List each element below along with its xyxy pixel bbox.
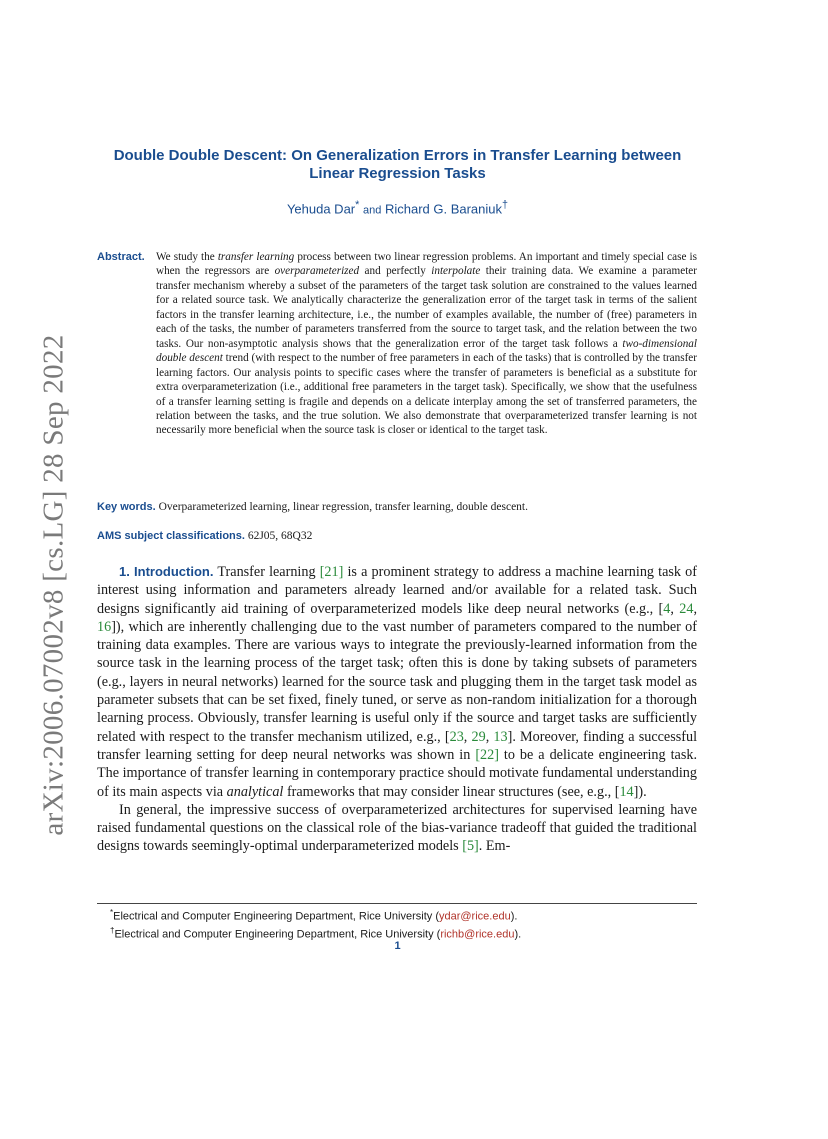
arxiv-identifier: arXiv:2006.07002v8 [cs.LG] 28 Sep 2022 xyxy=(37,334,70,836)
keywords xyxy=(97,501,697,513)
citation-link[interactable]: 4 xyxy=(663,600,671,617)
author-name: Richard G. Baraniuk xyxy=(384,201,503,217)
abstract-text: We study the transfer learning process between two linear regression problems. An important and timely special case is when the regressors are overparameterized and perfectly interpolate their training data. We examine a parameter transfer mechanism whereby a subset of the parameters of the target task solution are constrained to the values learned for a related source task. We analytically characterize the generalization error of the target task in terms of the salient factors in the transfer learning architecture, i.e., the number of examples available, the number of (free) parameters in each of the tasks, the number of parameters transferred from the source to target task, and the relation between the two tasks. Our non-asymptotic analysis shows that the generalization error of the target task follows a two-dimensional double descent trend (with respect to the number of free parameters in each of the tasks) that is controlled by the transfer learning factors. Our analysis points to specific cases where the transfer of parameters is beneficial as a substitute for extra overparameterization (i.e., additional free parameters in the target task). Specifically, we show that the usefulness of a transfer learning setting is fragile and depends on a delicate interplay among the set of transferred parameters, the relation between the tasks, and the true solution. We also demonstrate that overparameterized transfer learning is not necessarily more beneficial when the source task is closer or identical to the target task. xyxy=(156,251,697,437)
intro-paragraph: In general, the impressive success of overparameterized architectures for supervised learning have raised fundamental questions on the classical role of the bias-variance tradeoff that guided the traditional designs towards seemingly-optimal underparameterized models [5]. Em- xyxy=(97,801,697,855)
keywords-text: Overparameterized learning, linear regression, transfer learning, double descent. xyxy=(158,501,528,513)
title-line-2: Linear Regression Tasks xyxy=(309,165,486,182)
page-number: 1 xyxy=(394,940,401,952)
author-name: Yehuda Dar xyxy=(286,201,356,217)
keywords-label: Key words. xyxy=(97,501,156,513)
citation-link[interactable]: [22] xyxy=(475,746,499,763)
citation-link[interactable]: 29 xyxy=(471,728,486,745)
authors xyxy=(95,199,700,216)
ams-text: 62J05, 68Q32 xyxy=(247,530,313,542)
abstract-label: Abstract. xyxy=(97,251,145,263)
footnote-divider xyxy=(97,903,697,904)
title-line-1: Double Double Descent: On Generalization Errors in Transfer Learning between xyxy=(113,147,682,164)
author-footnote-mark[interactable]: † xyxy=(502,199,509,211)
paper-title xyxy=(95,147,700,183)
ams-classifications xyxy=(97,530,697,542)
footnote: †Electrical and Computer Engineering Department, Rice University (richb@rice.edu). xyxy=(110,926,522,941)
footnotes xyxy=(110,906,521,942)
authors-and: and xyxy=(362,204,382,217)
email-link[interactable]: richb@rice.edu xyxy=(440,928,515,941)
citation-link[interactable]: 23 xyxy=(449,728,464,745)
ams-label: AMS subject classifications. xyxy=(97,530,245,542)
author-footnote-mark[interactable]: * xyxy=(355,199,360,211)
citation-link[interactable]: 13 xyxy=(493,728,508,745)
intro-paragraph: 1. Introduction. Transfer learning [21] is a prominent strategy to address a machine learning task of interest using information and parameters already learned and/or available for a related task. Such designs significantly aid training of overparameterized models like deep neural networks (e.g., [4, 24, 16]), which are inherently challenging due to the vast number of parameters compared to the number of training data examples. There are various ways to integrate the previously-learned information from the source task in the learning process of the target task; often this is done by taking subsets of parameters (e.g., layers in neural networks) learned for the source task and plugging them in the target task model as parameter subsets that can be set fixed, finely tuned, or serve as non-random initialization for a thorough learning process. Obviously, transfer learning is useful only if the source and target tasks are sufficiently related with respect to the transfer mechanism utilized, e.g., [23, 29, 13]. Moreover, finding a successful transfer learning setting for deep neural networks was shown in [22] to be a delicate engineering task. The importance of transfer learning in contemporary practice should motivate fundamental understanding of its main aspects via analytical frameworks that may consider linear structures (see, e.g., [14]). xyxy=(97,564,698,800)
citation-link[interactable]: 14 xyxy=(619,783,634,800)
citation-link[interactable]: 24 xyxy=(679,600,694,617)
introduction-section xyxy=(97,563,697,856)
citation-link[interactable]: 16 xyxy=(97,618,112,635)
section-heading: 1. Introduction. xyxy=(119,564,214,579)
footnote: *Electrical and Computer Engineering Department, Rice University (ydar@rice.edu). xyxy=(110,908,518,923)
citation-link[interactable]: [21] xyxy=(319,564,344,580)
citation-link[interactable]: [5] xyxy=(462,838,479,855)
email-link[interactable]: ydar@rice.edu xyxy=(438,910,511,923)
abstract xyxy=(97,250,697,438)
